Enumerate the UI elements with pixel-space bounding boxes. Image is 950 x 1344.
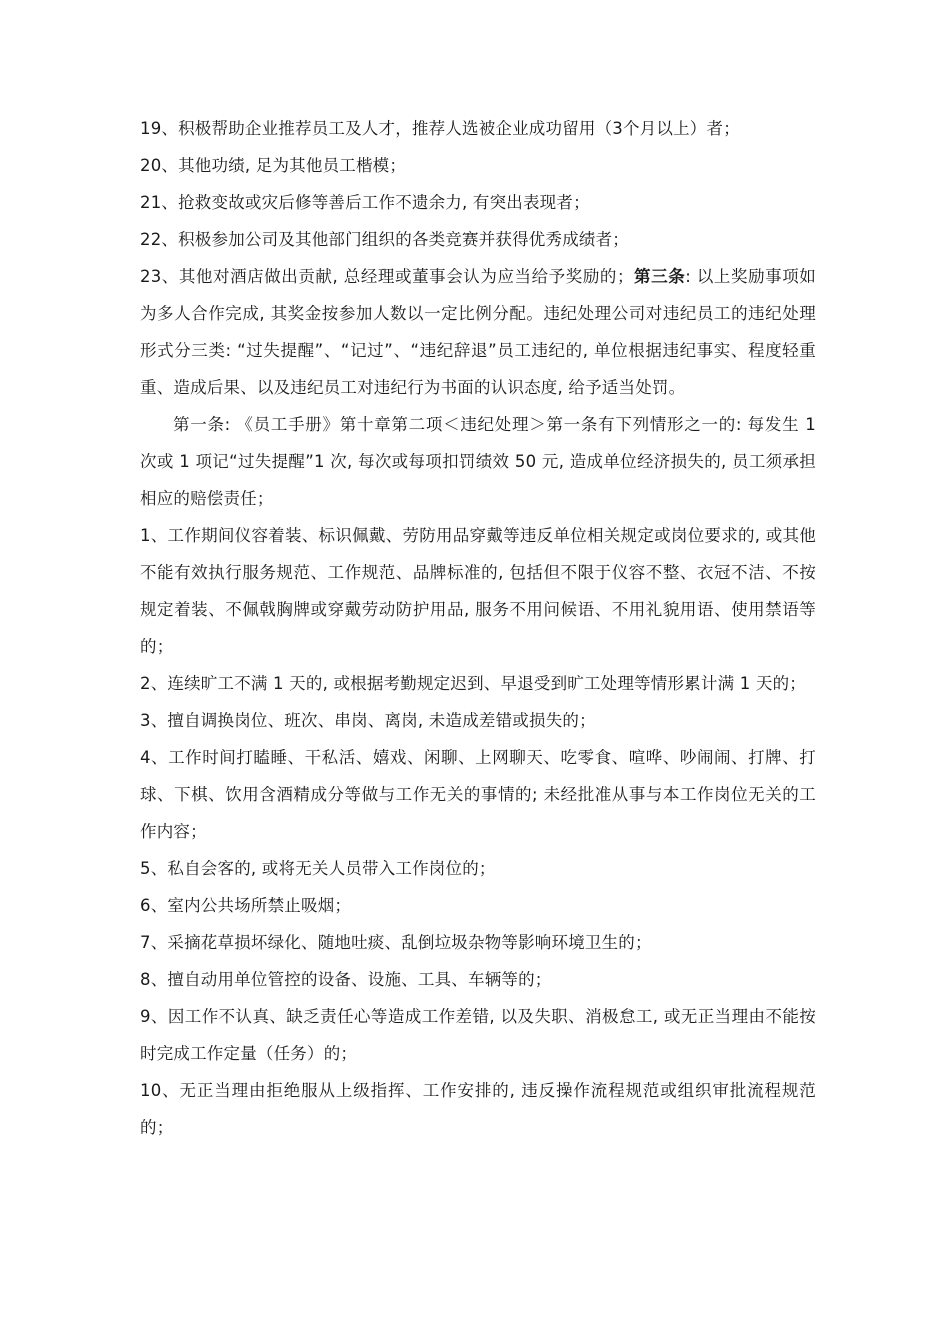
rule-3: 3、擅自调换岗位、班次、串岗、离岗, 未造成差错或损失的； (140, 711, 596, 730)
clause-20: 20、其他功绩, 足为其他员工楷模； (140, 156, 407, 175)
rule-2: 2、连续旷工不满 1 天的, 或根据考勤规定迟到、早退受到旷工处理等情形累计满 1 天的； (140, 674, 806, 693)
rule-7: 7、采摘花草损坏绿化、随地吐痰、乱倒垃圾杂物等影响环境卫生的； (140, 933, 652, 952)
rule-4: 4、工作时间打瞌睡、干私活、嬉戏、闲聊、上网聊天、吃零食、喧哗、吵闹闹、打牌、打球、下棋、饮用含酒精成分等做与工作无关的事情的; 未经批准从事与本工作岗位无关的工作内容； (140, 748, 816, 841)
clause-22: 22、积极参加公司及其他部门组织的各类竞赛并获得优秀成绩者； (140, 230, 629, 249)
clause-23-text: 23、其他对酒店做出贡献, 总经理或董事会认为应当给予奖励的； (140, 267, 634, 286)
rule-6: 6、室内公共场所禁止吸烟； (140, 896, 352, 915)
article-3-heading: 第三条 (633, 267, 686, 286)
rule-10: 10、无正当理由拒绝服从上级指挥、工作安排的, 违反操作流程规范或组织审批流程规范的； (140, 1081, 816, 1137)
rule-8: 8、擅自动用单位管控的设备、设施、工具、车辆等的； (140, 970, 552, 989)
clause-19: 19、积极帮助企业推荐员工及人才，推荐人选被企业成功留用（3个月以上）者； (140, 119, 740, 138)
rule-5: 5、私自会客的, 或将无关人员带入工作岗位的； (140, 859, 496, 878)
rule-1: 1、工作期间仪容着装、标识佩戴、劳防用品穿戴等违反单位相关规定或岗位要求的, 或其他不能有效执行服务规范、工作规范、品牌标准的, 包括但不限于仪容不整、衣冠不洁、不按规定着装、不佩戟胸牌或穿戴劳动防护用品, 服务不用问候语、不用礼貌用语、使用禁语等的； (140, 526, 816, 656)
clause-23 (140, 258, 816, 406)
article-1: 第一条: 《员工手册》第十章第二项＜违纪处理＞第一条有下列情形之一的: 每发生 1 次或 1 项记“过失提醒”1 次, 每次或每项扣罚绩效 50 元, 造成单位经济损失的, 员工须承担相应的赔偿责任； (140, 415, 816, 508)
article-3-text: : 以上奖励事项如为多人合作完成, 其奖金按参加人数以一定比例分配。违纪处理公司对违纪员工的违纪处理形式分三类: “过失提醒”、“记过”、“违纪辞退”员工违纪的, 单位根据违纪事实、程度轻重重、造成后果、以及违纪员工对违纪行为书面的认识态度, 给予适当处罚。 (140, 267, 817, 397)
document-body (140, 110, 816, 1146)
rule-9: 9、因工作不认真、缺乏责任心等造成工作差错, 以及失职、消极怠工, 或无正当理由不能按时完成工作定量（任务）的； (140, 1007, 816, 1063)
clause-21: 21、抢救变故或灾后修等善后工作不遗余力, 有突出表现者； (140, 193, 590, 212)
